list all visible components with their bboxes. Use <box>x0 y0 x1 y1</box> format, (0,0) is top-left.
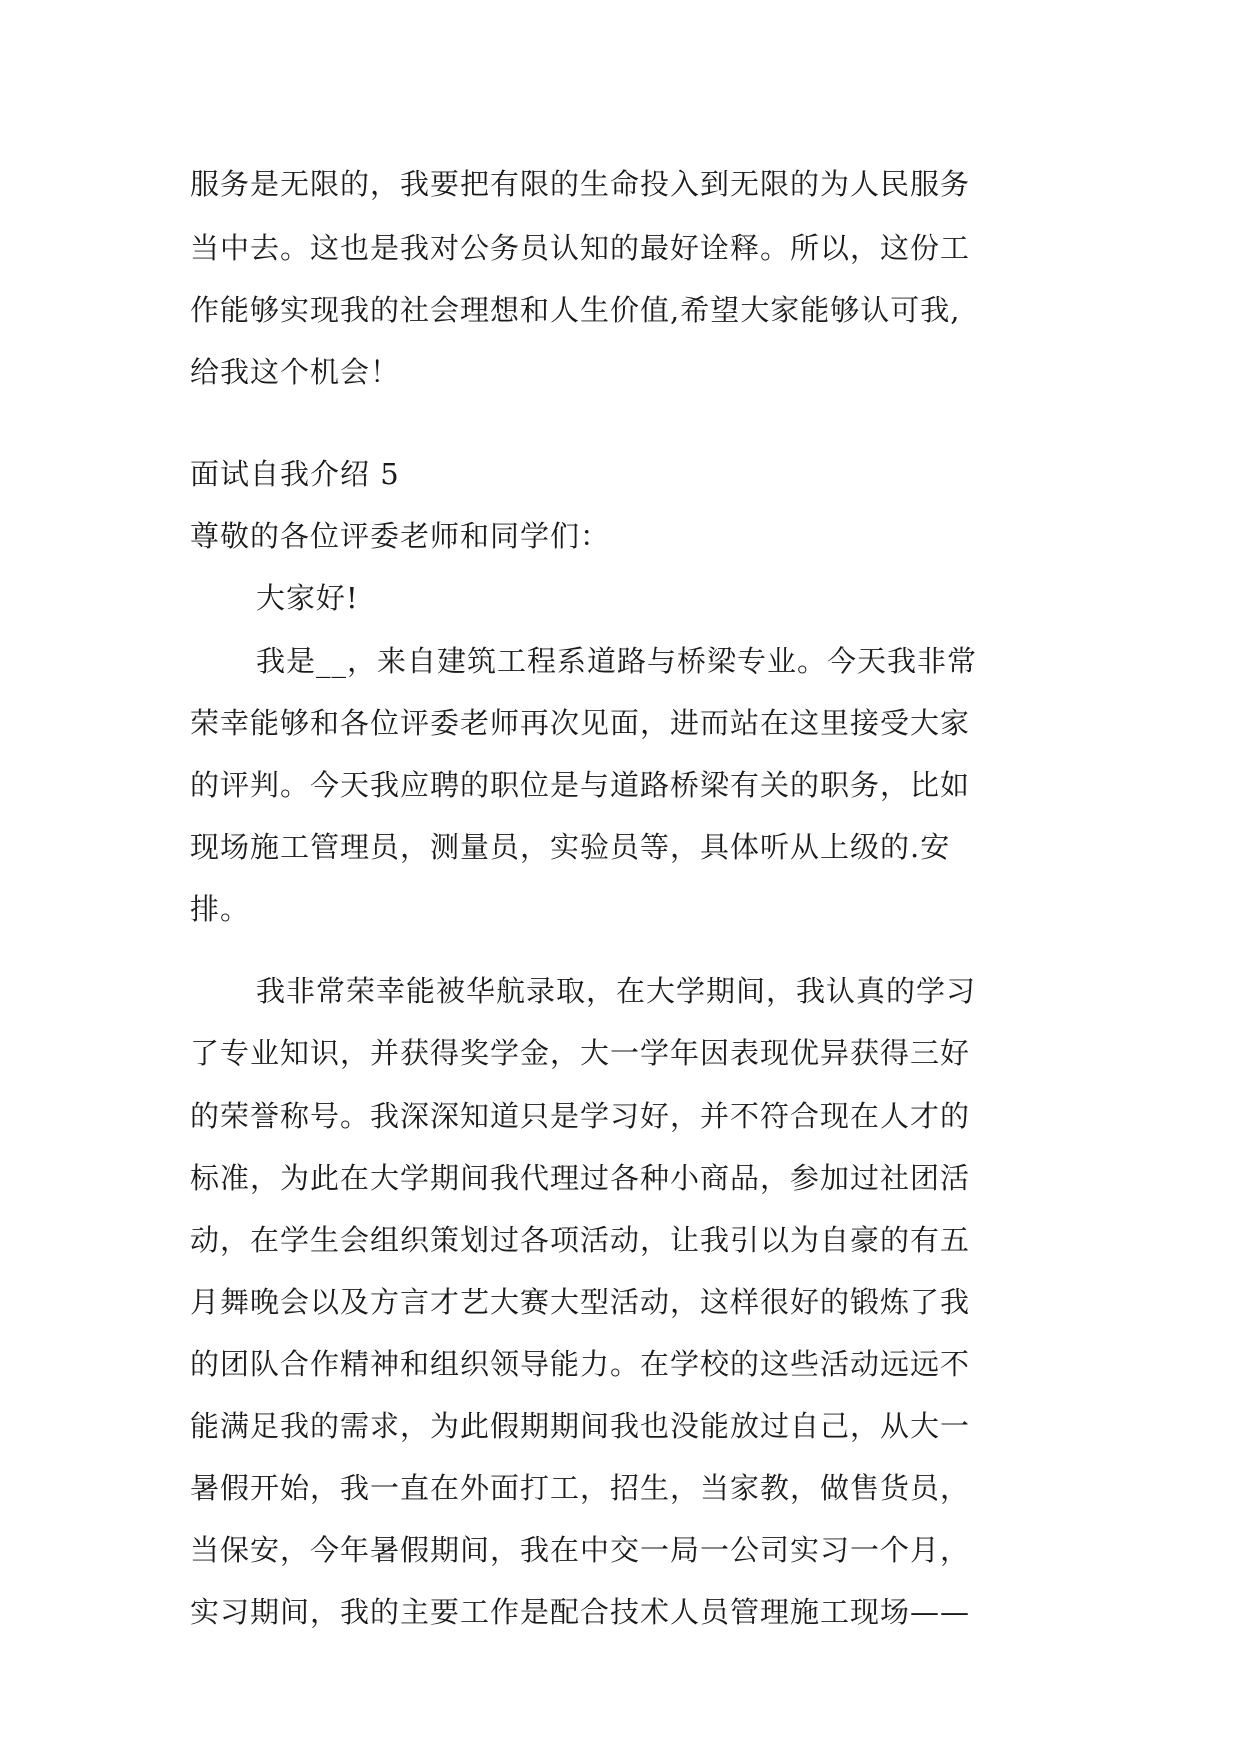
greeting: 大家好! <box>256 581 359 615</box>
paragraph-2-line-3: 的荣誉称号。我深深知道只是学习好，并不符合现在人才的 <box>190 1099 971 1133</box>
salutation: 尊敬的各位评委老师和同学们： <box>190 519 611 553</box>
paragraph-2-line-1: 我非常荣幸能被华航录取，在大学期间，我认真的学习 <box>256 974 977 1008</box>
top-paragraph-line-2: 当中去。这也是我对公务员认知的最好诠释。所以，这份工 <box>190 231 971 265</box>
top-paragraph-line-4: 给我这个机会！ <box>190 355 401 389</box>
paragraph-2-line-4: 标准，为此在大学期间我代理过各种小商品，参加过社团活 <box>190 1161 971 1195</box>
paragraph-2-line-5: 动，在学生会组织策划过各项活动，让我引以为自豪的有五 <box>190 1223 971 1257</box>
paragraph-2-line-2: 了专业知识，并获得奖学金，大一学年因表现优异获得三好 <box>190 1036 971 1070</box>
section-title: 面试自我介绍 5 <box>190 457 400 491</box>
paragraph-1-line-2: 荣幸能够和各位评委老师再次见面，进而站在这里接受大家 <box>190 706 971 740</box>
top-paragraph-line-1: 服务是无限的，我要把有限的生命投入到无限的为人民服务 <box>190 167 971 201</box>
paragraph-1-line-4: 现场施工管理员，测量员，实验员等，具体听从上级的.安 <box>190 830 951 864</box>
top-paragraph-line-3: 作能够实现我的社会理想和人生价值,希望大家能够认可我, <box>190 293 961 327</box>
paragraph-2-line-9: 暑假开始，我一直在外面打工，招生，当家教，做售货员， <box>190 1471 971 1505</box>
paragraph-2-line-8: 能满足我的需求，为此假期期间我也没能放过自己，从大一 <box>190 1409 971 1443</box>
paragraph-1-line-5: 排。 <box>190 892 251 926</box>
paragraph-2-line-7: 的团队合作精神和组织领导能力。在学校的这些活动远远不 <box>190 1347 971 1381</box>
paragraph-2-line-10: 当保安，今年暑假期间，我在中交一局一公司实习一个月， <box>190 1533 971 1567</box>
paragraph-2-line-6: 月舞晚会以及方言才艺大赛大型活动，这样很好的锻炼了我 <box>190 1285 971 1319</box>
paragraph-1-line-3: 的评判。今天我应聘的职位是与道路桥梁有关的职务，比如 <box>190 768 971 802</box>
paragraph-1-line-1: 我是__，来自建筑工程系道路与桥梁专业。今天我非常 <box>256 644 978 678</box>
paragraph-2-line-11: 实习期间，我的主要工作是配合技术人员管理施工现场—— <box>190 1595 971 1629</box>
